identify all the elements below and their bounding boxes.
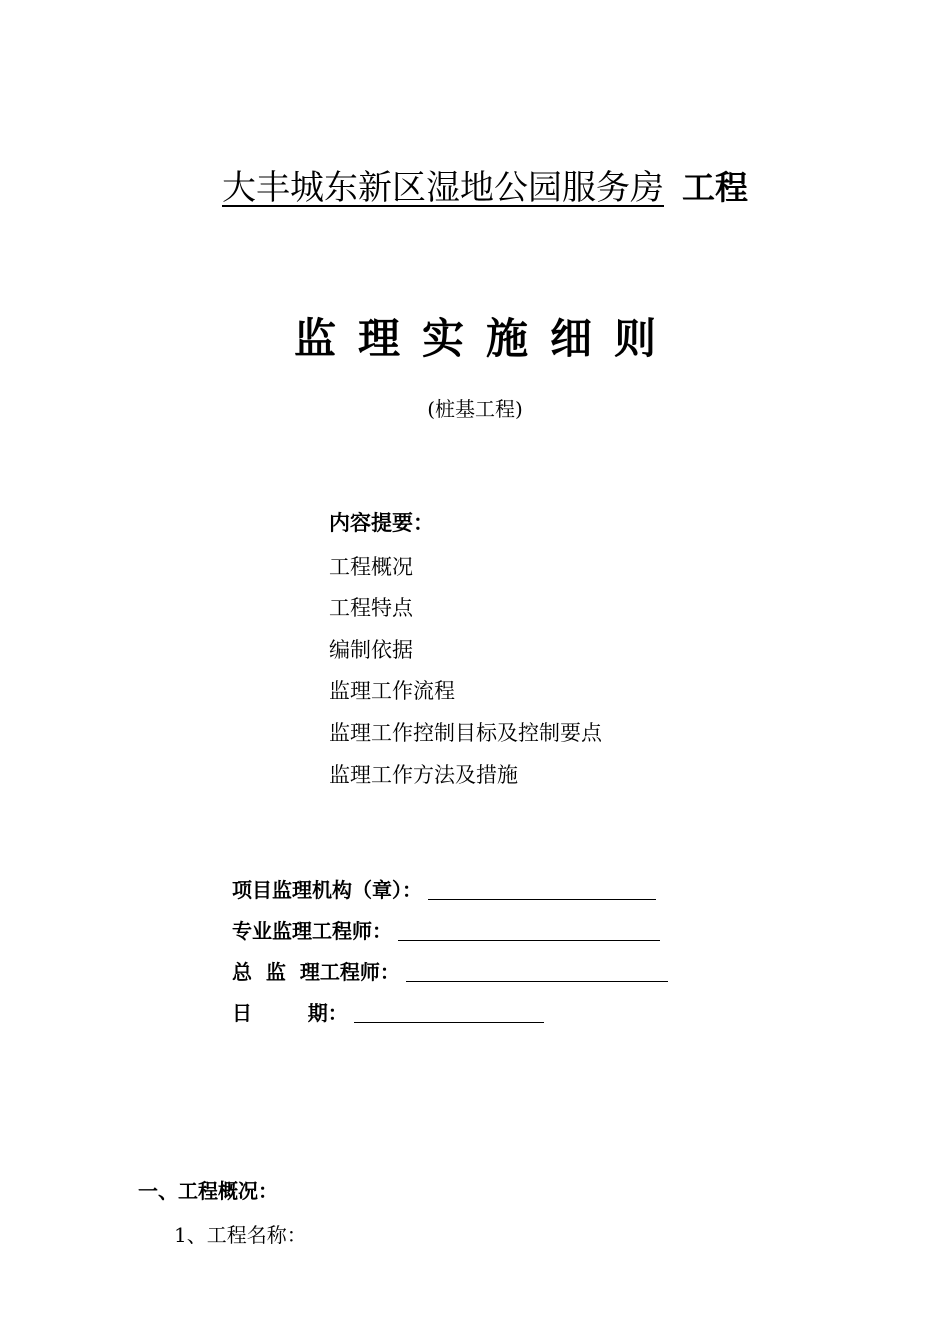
contents-item: 工程特点 — [329, 596, 413, 621]
signature-block — [232, 868, 668, 1032]
signature-label: 专业监理工程师： — [232, 919, 392, 943]
document-subtitle: (桩基工程) — [427, 397, 523, 421]
project-suffix: 工程 — [682, 168, 748, 207]
document-title: 监理实施细则 — [293, 314, 678, 363]
signature-line[interactable] — [428, 877, 656, 900]
contents-item: 工程概况 — [329, 554, 413, 579]
section-heading: 一、工程概况： — [138, 1179, 278, 1203]
signature-row-date — [232, 991, 668, 1032]
signature-line[interactable] — [406, 959, 668, 982]
contents-item: 监理工作方法及措施 — [329, 762, 518, 787]
project-name: 大丰城东新区湿地公园服务房 — [222, 168, 664, 208]
signature-row-institution — [232, 868, 668, 909]
contents-item: 编制依据 — [329, 637, 413, 662]
contents-item: 监理工作流程 — [329, 679, 455, 704]
signature-line[interactable] — [398, 918, 660, 941]
signature-label: 总 监 理工程师： — [232, 960, 400, 984]
signature-row-chief — [232, 950, 668, 991]
contents-heading: 内容提要： — [329, 511, 434, 535]
project-title — [0, 166, 950, 210]
signature-label: 项目监理机构（章）： — [232, 878, 422, 902]
contents-summary — [329, 508, 602, 790]
signature-row-engineer — [232, 909, 668, 950]
signature-label: 日 期： — [232, 1001, 348, 1025]
section-item: 1、工程名称： — [174, 1223, 307, 1247]
contents-item: 监理工作控制目标及控制要点 — [329, 720, 602, 745]
signature-line[interactable] — [354, 1000, 544, 1023]
